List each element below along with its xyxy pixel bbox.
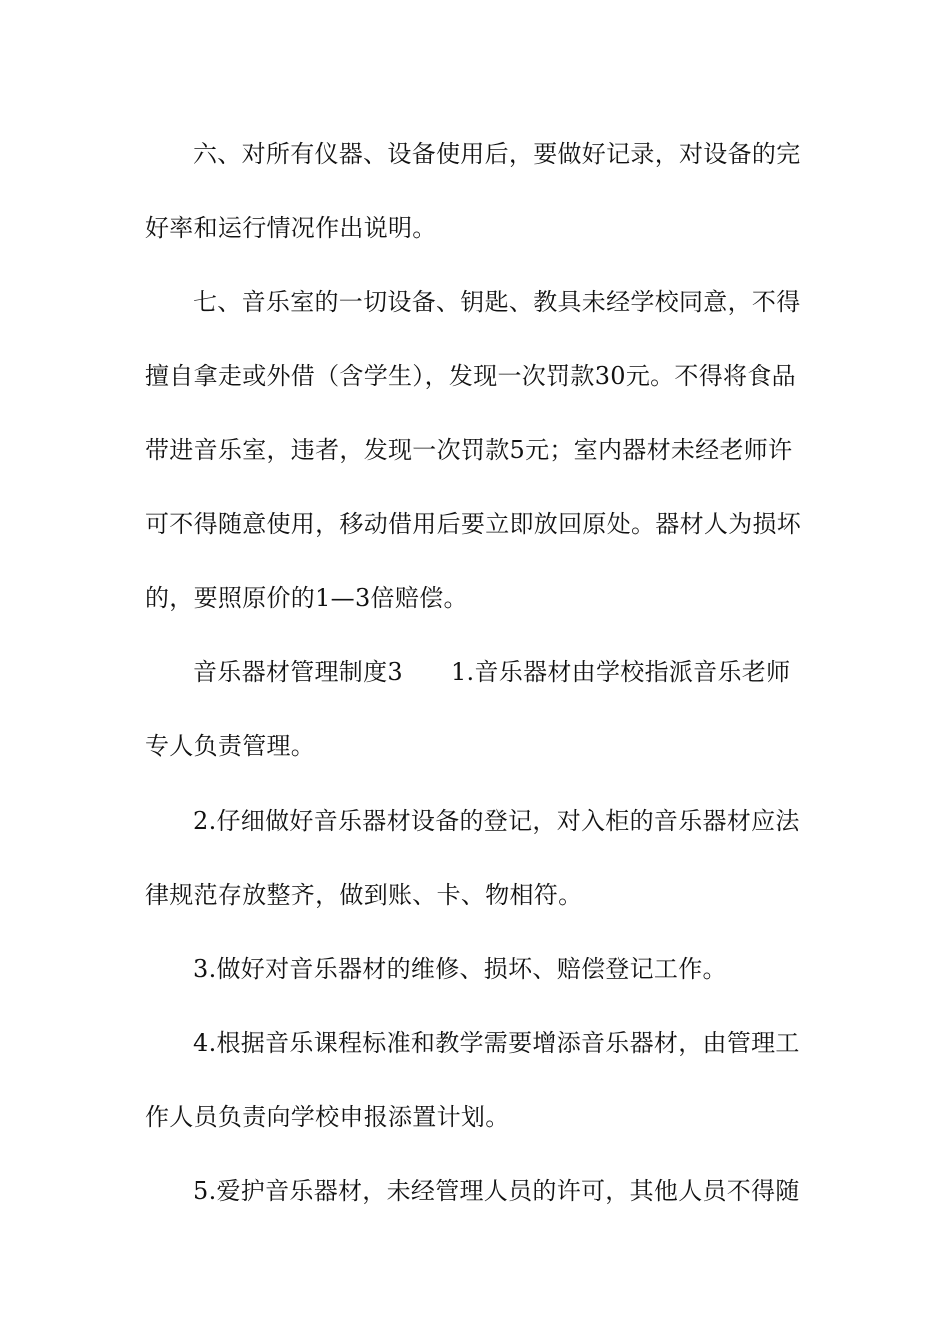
- paragraph-7-line-4: 可不得随意使用，移动借用后要立即放回原处。器材人为损坏: [145, 510, 802, 538]
- paragraph-7-line-3: 带进音乐室，违者，发现一次罚款5元；室内器材未经老师许: [145, 436, 793, 464]
- item-1-line-2: 专人负责管理。: [145, 732, 316, 760]
- paragraph-7-line-5: 的，要照原价的1—3倍赔偿。: [145, 584, 468, 612]
- paragraph-7-line-2: 擅自拿走或外借（含学生），发现一次罚款30元。不得将食品: [145, 362, 796, 390]
- item-4-line-1: 4.根据音乐课程标准和教学需要增添音乐器材，由管理工: [193, 1029, 800, 1057]
- paragraph-6-line-2: 好率和运行情况作出说明。: [145, 214, 437, 242]
- item-5-line-1: 5.爱护音乐器材，未经管理人员的许可，其他人员不得随: [193, 1177, 800, 1205]
- item-2-line-1: 2.仔细做好音乐器材设备的登记，对入柜的音乐器材应法: [193, 807, 800, 835]
- section-title: 音乐器材管理制度3: [193, 658, 403, 686]
- paragraph-7-line-1: 七、音乐室的一切设备、钥匙、教具未经学校同意，不得: [193, 288, 801, 316]
- item-4-line-2: 作人员负责向学校申报添置计划。: [145, 1103, 510, 1131]
- item-1-start: 1.音乐器材由学校指派音乐老师: [450, 658, 791, 686]
- item-3-line-1: 3.做好对音乐器材的维修、损坏、赔偿登记工作。: [193, 955, 727, 983]
- paragraph-6-line-1: 六、对所有仪器、设备使用后，要做好记录，对设备的完: [193, 140, 801, 168]
- item-2-line-2: 律规范存放整齐，做到账、卡、物相符。: [145, 881, 583, 909]
- section-heading-line: [193, 656, 805, 688]
